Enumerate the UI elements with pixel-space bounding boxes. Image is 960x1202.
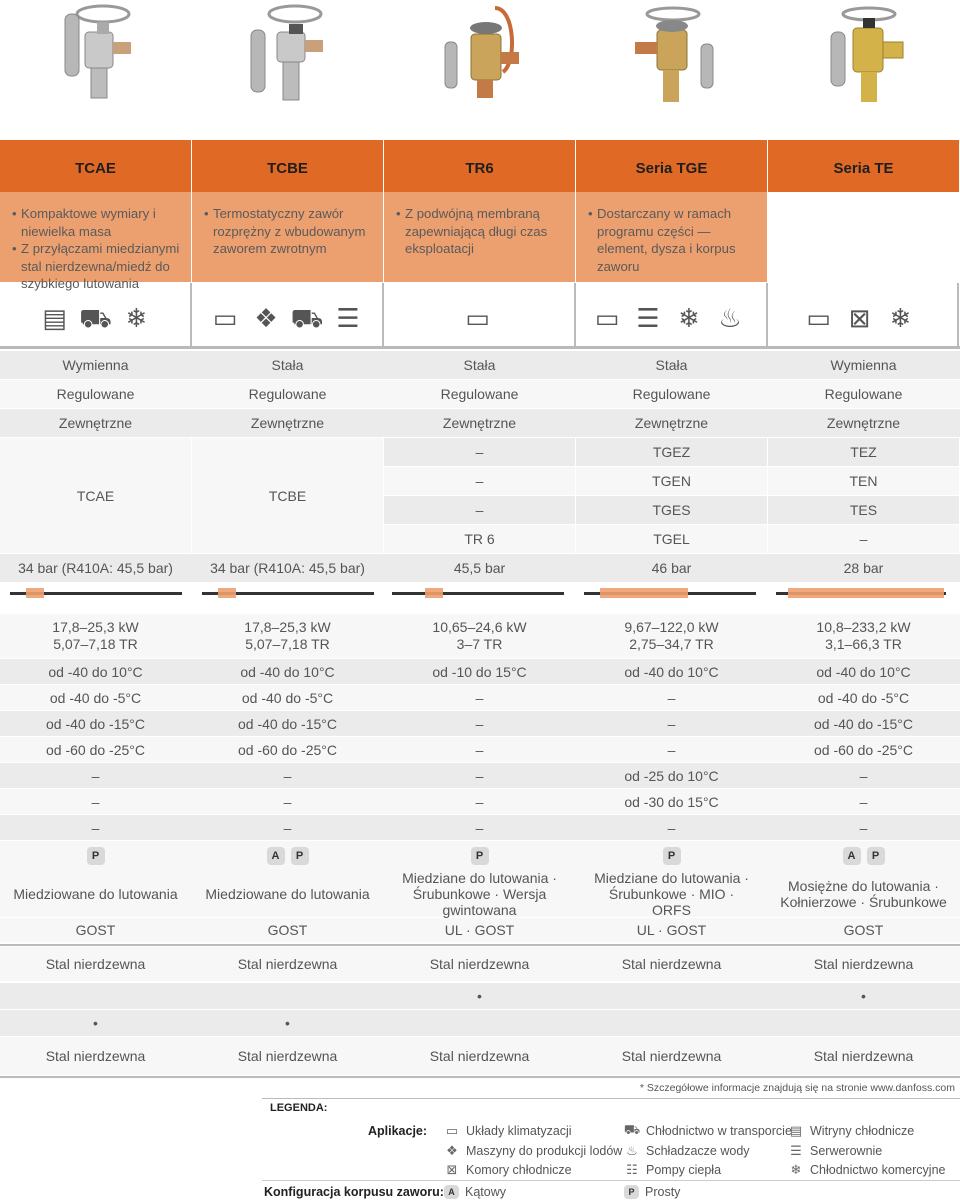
transport-truck-icon: ⛟	[623, 1122, 641, 1137]
superheat-value: Regulowane	[632, 386, 711, 402]
temp-value: –	[667, 715, 676, 732]
model-value: TGEN	[576, 467, 767, 495]
superheat-value: Regulowane	[440, 386, 519, 402]
feature-bullet: • Dostarczany w ramach programu części — element, dysza i korpus zaworu	[588, 205, 757, 275]
body-badge: P	[663, 847, 681, 865]
product-name: TCBE	[192, 140, 383, 192]
capacity-cell	[192, 614, 383, 658]
body-badge: P	[471, 847, 489, 865]
temp-row	[0, 815, 960, 840]
approval-value: GOST	[267, 922, 308, 938]
air-conditioning-icon: ▭	[445, 1123, 459, 1138]
row-divider	[0, 944, 960, 946]
ice-machine-icon: ❖	[446, 1143, 458, 1158]
temp-value: od -40 do -5°C	[817, 689, 910, 706]
connection-value: Miedziowane do lutowania	[13, 886, 178, 902]
approval-value: UL · GOST	[444, 922, 515, 938]
legend-divider	[262, 1098, 960, 1099]
transport-truck-icon: ⛟	[290, 303, 324, 333]
body-config-cell	[192, 841, 383, 871]
temp-value: –	[475, 819, 484, 836]
material-value: Stal nierdzewna	[45, 1048, 146, 1064]
temp-value: –	[667, 741, 676, 758]
check-dot	[0, 983, 191, 1009]
legend-item	[444, 1144, 622, 1158]
models-cell: TCBE	[192, 438, 383, 553]
connections-row	[0, 871, 960, 917]
water-chiller-icon: ☰	[636, 303, 660, 333]
equalization-value: Zewnętrzne	[826, 415, 901, 431]
range-bar	[392, 592, 564, 595]
temp-value: od -40 do 10°C	[624, 663, 719, 680]
capacity-kw: 17,8–25,3 kW	[244, 619, 331, 635]
connection-value: Mosiężne do lutowania · Kołnierzowe · Śrubunkowe	[780, 878, 947, 910]
temp-value: –	[859, 767, 868, 784]
material-value: Stal nierdzewna	[429, 1048, 530, 1064]
superheat-value: Regulowane	[56, 386, 135, 402]
commercial-refrigeration-icon: ❄	[125, 303, 148, 333]
superheat-row	[0, 380, 960, 408]
model-value: TES	[768, 496, 959, 524]
equalization-value: Zewnętrzne	[58, 415, 133, 431]
legend-item	[624, 1185, 680, 1199]
material-value: Stal nierdzewna	[813, 956, 914, 972]
models-block	[0, 438, 960, 553]
models-cell: TCAE	[0, 438, 191, 553]
column-divider	[382, 283, 384, 349]
material-value: Stal nierdzewna	[621, 956, 722, 972]
legend-item	[624, 1144, 750, 1158]
dots-row	[0, 1010, 960, 1036]
orifice-value: Wymienna	[830, 357, 897, 373]
range-marker	[600, 588, 688, 598]
temp-row	[0, 685, 960, 710]
product-description-row	[0, 192, 960, 291]
equalization-row	[0, 409, 960, 437]
capacity-tr: 2,75–34,7 TR	[629, 636, 714, 652]
temp-value: –	[475, 689, 484, 706]
temp-value: od -10 do 15°C	[432, 663, 527, 680]
superheat-value: Regulowane	[248, 386, 327, 402]
legend-label: Komory chłodnicze	[466, 1163, 572, 1177]
temp-value: –	[859, 793, 868, 810]
angle-body-badge: A	[444, 1185, 459, 1199]
display-case-icon: ▤	[42, 303, 67, 333]
mop-value: 34 bar (R410A: 45,5 bar)	[210, 560, 365, 576]
cold-room-icon: ⊠	[848, 303, 871, 333]
commercial-refrigeration-icon: ❄	[889, 303, 912, 333]
connection-value: Miedziane do lutowania · Śrubunkowe · Wersja gwintowana	[402, 870, 557, 918]
approvals-row	[0, 918, 960, 942]
temp-value: od -25 do 10°C	[624, 767, 719, 784]
row-divider	[0, 346, 960, 349]
body-config-cell	[768, 841, 959, 871]
temp-value: –	[283, 767, 292, 784]
product-description	[192, 192, 383, 282]
applications-cell	[0, 283, 191, 349]
product-name: Seria TE	[768, 140, 959, 192]
valve-image-tr6	[384, 0, 575, 110]
legend-applications-label: Aplikacje:	[368, 1124, 428, 1138]
column-divider	[766, 283, 768, 349]
model-value: –	[384, 467, 575, 495]
capacity-kw: 10,65–24,6 kW	[432, 619, 527, 635]
range-marker	[218, 588, 236, 598]
product-name: TCAE	[0, 140, 191, 192]
capacity-kw: 17,8–25,3 kW	[52, 619, 139, 635]
air-conditioning-icon: ▭	[212, 303, 238, 333]
body-badge: A	[267, 847, 285, 865]
equalization-value: Zewnętrzne	[634, 415, 709, 431]
applications-cell	[191, 283, 382, 349]
legend-item	[444, 1124, 572, 1138]
column-divider	[574, 283, 576, 349]
material-value: Stal nierdzewna	[429, 956, 530, 972]
mop-value: 34 bar (R410A: 45,5 bar)	[18, 560, 173, 576]
legend-label: Schładzacze wody	[646, 1144, 750, 1158]
water-chiller-icon: ☷	[626, 1162, 638, 1177]
valve-image-tcbe	[192, 0, 383, 110]
transport-truck-icon: ⛟	[79, 303, 112, 333]
body-badge: P	[291, 847, 309, 865]
approval-value: UL · GOST	[636, 922, 707, 938]
legend-label: Serwerownie	[810, 1144, 883, 1158]
temp-value: od -40 do -5°C	[49, 689, 142, 706]
capacity-cell	[768, 614, 959, 658]
capacity-tr: 5,07–7,18 TR	[245, 636, 330, 652]
body-config-cell	[0, 841, 191, 871]
temp-row	[0, 659, 960, 684]
model-value: –	[384, 438, 575, 466]
capacity-cell	[0, 614, 191, 658]
legend-label: Układy klimatyzacji	[466, 1124, 572, 1138]
temp-value: od -40 do -15°C	[238, 715, 337, 732]
material-row	[0, 1037, 960, 1075]
product-images	[0, 0, 960, 140]
temp-value: –	[283, 793, 292, 810]
temp-value: od -40 do 10°C	[240, 663, 335, 680]
check-dot: •	[285, 1015, 290, 1031]
body-badge: A	[843, 847, 861, 865]
product-header-row	[0, 140, 960, 192]
model-value: –	[384, 496, 575, 524]
product-name: TR6	[384, 140, 575, 192]
model-value: –	[768, 525, 959, 553]
temp-value: –	[475, 741, 484, 758]
capacity-tr: 3,1–66,3 TR	[825, 636, 902, 652]
display-case-icon: ▤	[789, 1123, 803, 1138]
body-config-cell	[384, 841, 575, 871]
body-badge: P	[867, 847, 885, 865]
orifice-value: Wymienna	[62, 357, 129, 373]
temp-value: od -40 do 10°C	[48, 663, 143, 680]
applications-icons-row	[0, 283, 960, 349]
heat-pump-icon: ♨	[626, 1143, 638, 1158]
applications-cell	[573, 283, 764, 349]
product-description	[576, 192, 767, 282]
temp-row	[0, 763, 960, 788]
check-dot	[192, 983, 383, 1009]
temp-value: od -60 do -25°C	[814, 741, 913, 758]
temp-value: –	[91, 819, 100, 836]
approval-value: GOST	[75, 922, 116, 938]
legend-label: Prosty	[645, 1185, 681, 1199]
equalization-value: Zewnętrzne	[250, 415, 325, 431]
temp-value: –	[91, 767, 100, 784]
valve-image-tcae	[0, 0, 191, 110]
commercial-refrigeration-icon: ❄	[790, 1162, 802, 1177]
air-conditioning-icon: ▭	[465, 303, 490, 333]
material-value: Stal nierdzewna	[237, 956, 338, 972]
column-divider	[190, 283, 192, 349]
range-marker	[425, 588, 443, 598]
capacity-cell	[576, 614, 767, 658]
models-cell	[768, 438, 959, 553]
valve-image-tge	[576, 0, 767, 110]
legend-label: Pompy ciepła	[646, 1163, 722, 1177]
orifice-value: Stała	[271, 357, 304, 373]
equalization-value: Zewnętrzne	[442, 415, 517, 431]
feature-bullet: • Termostatyczny zawór rozprężny z wbudowanym zaworem zwrotnym	[204, 205, 373, 258]
models-cell	[576, 438, 767, 553]
product-description	[0, 192, 191, 291]
legend-item	[444, 1185, 506, 1199]
check-dot	[576, 1010, 767, 1036]
legend-item	[624, 1124, 792, 1138]
mop-value: 45,5 bar	[453, 560, 506, 576]
orifice-row	[0, 351, 960, 379]
check-dot	[384, 1010, 575, 1036]
temp-value: od -30 do 15°C	[624, 793, 719, 810]
valve-image-te	[768, 0, 959, 110]
heat-pump-icon: ♨	[718, 303, 742, 333]
product-name: Seria TGE	[576, 140, 767, 192]
connection-value: Miedziane do lutowania · Śrubunkowe · MIO · ORFS	[594, 870, 749, 918]
temp-value: –	[859, 819, 868, 836]
legend-label: Maszyny do produkcji lodów	[466, 1144, 623, 1158]
capacity-tr: 3–7 TR	[456, 636, 503, 652]
material-value: Stal nierdzewna	[237, 1048, 338, 1064]
orifice-value: Stała	[655, 357, 688, 373]
model-value: TEN	[768, 467, 959, 495]
temp-value: –	[667, 689, 676, 706]
capacity-kw: 9,67–122,0 kW	[624, 619, 719, 635]
dots-row	[0, 983, 960, 1009]
row-divider	[0, 1076, 960, 1078]
temp-value: od -40 do -15°C	[46, 715, 145, 732]
ice-machine-icon: ❖	[254, 303, 278, 333]
feature-bullet: • Kompaktowe wymiary i niewielka masa	[12, 205, 181, 240]
capacity-kw: 10,8–233,2 kW	[816, 619, 911, 635]
model-value: TR 6	[384, 525, 575, 553]
feature-bullet: • Z podwójną membraną zapewniającą długi czas eksploatacji	[396, 205, 565, 258]
legend-label: Chłodnictwo w transporcie	[646, 1124, 792, 1138]
model-value: TGES	[576, 496, 767, 524]
check-dot: •	[93, 1015, 98, 1031]
footnote: * Szczegółowe informacje znajdują się na stronie www.danfoss.com	[639, 1082, 955, 1094]
temp-row	[0, 737, 960, 762]
legend-item	[788, 1144, 882, 1158]
air-conditioning-icon: ▭	[806, 303, 831, 333]
body-config-cell	[576, 841, 767, 871]
mop-value: 46 bar	[651, 560, 692, 576]
server-icon: ☰	[790, 1143, 802, 1158]
air-conditioning-icon: ▭	[594, 303, 620, 333]
range-marker	[788, 588, 944, 598]
material-row	[0, 947, 960, 981]
model-value: TGEZ	[576, 438, 767, 466]
temp-value: od -40 do -5°C	[241, 689, 334, 706]
feature-bullet: • Z przyłączami miedzianymi stal nierdzewna/miedź do szybkiego lutowania	[12, 240, 181, 293]
range-marker	[26, 588, 44, 598]
legend-item	[788, 1163, 945, 1177]
superheat-value: Regulowane	[824, 386, 903, 402]
models-cell	[384, 438, 575, 553]
commercial-refrigeration-icon: ❄	[678, 303, 700, 333]
legend-divider	[262, 1180, 960, 1181]
material-value: Stal nierdzewna	[621, 1048, 722, 1064]
orifice-value: Stała	[463, 357, 496, 373]
model-value: TEZ	[768, 438, 959, 466]
material-value: Stal nierdzewna	[45, 956, 146, 972]
capacity-row	[0, 614, 960, 658]
capacity-cell	[384, 614, 575, 658]
body-config-row	[0, 841, 960, 871]
approval-value: GOST	[843, 922, 884, 938]
body-badge: P	[87, 847, 105, 865]
material-value: Stal nierdzewna	[813, 1048, 914, 1064]
check-dot: •	[861, 988, 866, 1004]
cold-room-icon: ⊠	[446, 1162, 458, 1177]
legend-label: Kątowy	[465, 1185, 506, 1199]
temp-row	[0, 789, 960, 814]
temp-value: –	[475, 767, 484, 784]
check-dot	[576, 983, 767, 1009]
mop-value: 28 bar	[843, 560, 884, 576]
temp-value: –	[283, 819, 292, 836]
legend-item	[444, 1163, 572, 1177]
product-description	[384, 192, 575, 282]
temp-value: –	[667, 819, 676, 836]
legend-title: LEGENDA:	[270, 1102, 328, 1114]
temp-value: od -40 do 10°C	[816, 663, 911, 680]
legend-item	[788, 1124, 914, 1138]
legend-item	[624, 1163, 721, 1177]
capacity-tr: 5,07–7,18 TR	[53, 636, 138, 652]
legend-body-label: Konfiguracja korpusu zaworu:	[264, 1185, 444, 1199]
legend-label: Chłodnictwo komercyjne	[810, 1163, 946, 1177]
applications-cell	[764, 283, 955, 349]
connection-value: Miedziowane do lutowania	[205, 886, 370, 902]
temp-value: od -60 do -25°C	[238, 741, 337, 758]
model-value: TGEL	[576, 525, 767, 553]
temp-value: od -40 do -15°C	[814, 715, 913, 732]
check-dot	[768, 1010, 959, 1036]
column-divider	[957, 283, 959, 349]
legend-label: Witryny chłodnicze	[810, 1124, 915, 1138]
water-chiller-icon: ☰	[336, 303, 360, 333]
check-dot: •	[477, 988, 482, 1004]
applications-cell	[382, 283, 573, 349]
temp-value: –	[91, 793, 100, 810]
temp-value: –	[475, 715, 484, 732]
temp-row	[0, 711, 960, 736]
mop-row	[0, 554, 960, 582]
straight-body-badge: P	[624, 1185, 639, 1199]
temp-value: od -60 do -25°C	[46, 741, 145, 758]
temp-value: –	[475, 793, 484, 810]
pressure-range-bars	[0, 585, 960, 601]
